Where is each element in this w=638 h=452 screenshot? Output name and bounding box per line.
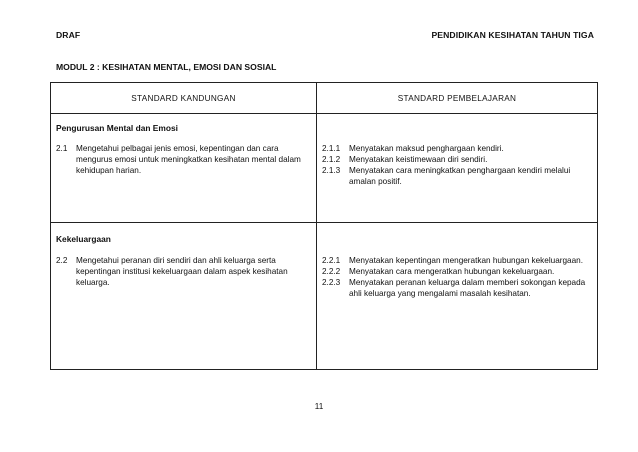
learning-standard-number: 2.2.1 — [322, 256, 341, 265]
module-title: MODUL 2 : KESIHATAN MENTAL, EMOSI DAN SOSIAL — [56, 62, 277, 72]
learning-standard-item — [322, 255, 594, 266]
learning-standard-item — [322, 266, 594, 277]
learning-standard-number: 2.1.2 — [322, 155, 341, 164]
topic-title: Kekeluargaan — [56, 234, 111, 244]
learning-standard-text: Menyatakan cara meningkatkan penghargaan kendiri melalui amalan positif. — [349, 166, 571, 186]
table-header-row — [51, 83, 598, 114]
header-draft-label: DRAF — [56, 30, 81, 40]
learning-standard-item — [322, 277, 594, 299]
learning-standard-item — [322, 143, 594, 154]
learning-standard-number: 2.2.2 — [322, 267, 341, 276]
content-standard-item — [56, 255, 312, 288]
content-standard-text: Mengetahui pelbagai jenis emosi, kepentingan dan cara mengurus emosi untuk meningkatkan kesihatan mental dalam kehidupan harian. — [76, 144, 301, 175]
content-standard-cell — [51, 223, 317, 370]
learning-standard-text: Menyatakan keistimewaan diri sendiri. — [349, 155, 488, 164]
learning-standard-list — [322, 255, 594, 299]
learning-standard-number: 2.1.3 — [322, 166, 341, 175]
table-row — [51, 223, 598, 370]
learning-standard-number: 2.1.1 — [322, 144, 341, 153]
page-number: 11 — [314, 402, 324, 411]
content-standard-number: 2.2 — [56, 256, 68, 265]
learning-standard-item — [322, 154, 594, 165]
content-standard-item — [56, 143, 312, 176]
content-standard-cell — [51, 114, 317, 223]
table-row — [51, 114, 598, 223]
learning-standard-text: Menyatakan peranan keluarga dalam memberi sokongan kepada ahli keluarga yang mengalami masalah kesihatan. — [349, 278, 586, 298]
learning-standard-list — [322, 143, 594, 187]
content-standard-text: Mengetahui peranan diri sendiri dan ahli keluarga serta kepentingan institusi kekeluargaan dalam aspek kesihatan keluarga. — [76, 256, 288, 287]
learning-standard-text: Menyatakan cara mengeratkan hubungan kekeluargaan. — [349, 267, 555, 276]
header-subject-title: PENDIDIKAN KESIHATAN TAHUN TIGA — [431, 30, 594, 40]
standards-table — [50, 82, 598, 370]
column-header-content-standard: STANDARD KANDUNGAN — [51, 83, 317, 114]
learning-standard-text: Menyatakan maksud penghargaan kendiri. — [349, 144, 504, 153]
topic-title: Pengurusan Mental dan Emosi — [56, 123, 178, 133]
learning-standard-item — [322, 165, 594, 187]
learning-standard-cell — [317, 223, 598, 370]
content-standard-number: 2.1 — [56, 144, 68, 153]
column-header-learning-standard: STANDARD PEMBELAJARAN — [317, 83, 598, 114]
learning-standard-cell — [317, 114, 598, 223]
learning-standard-text: Menyatakan kepentingan mengeratkan hubungan kekeluargaan. — [349, 256, 583, 265]
learning-standard-number: 2.2.3 — [322, 278, 341, 287]
